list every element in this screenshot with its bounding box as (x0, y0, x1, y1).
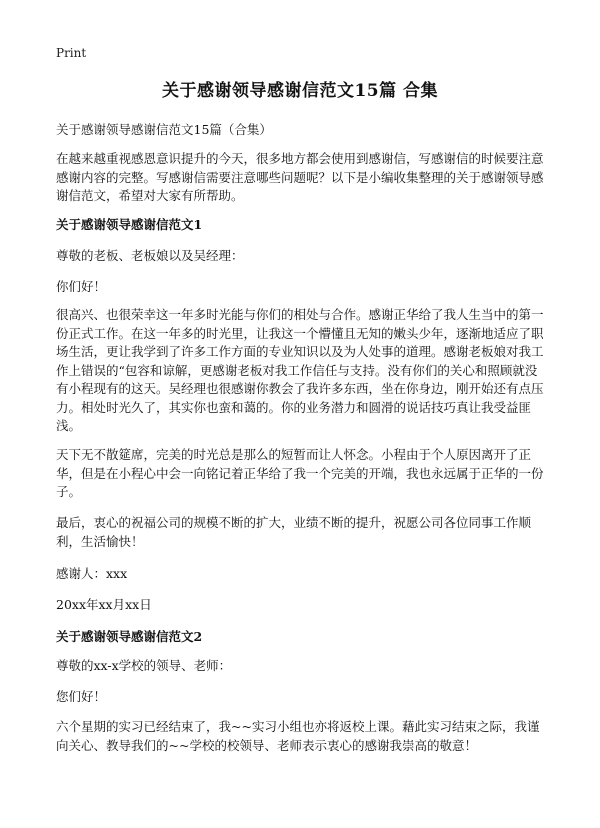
signature-1: 感谢人：xxx (56, 566, 128, 581)
intro-paragraph: 在越来越重视感恩意识提升的今天，很多地方都会使用到感谢信，写感谢信的时候要注意感谢内容的完整。写感谢信需要注意哪些问题呢？以下是小编收集整理的关于感谢领导感谢信范文，希望对大家有所帮助。 (56, 151, 544, 203)
body-paragraph-1: 很高兴、也很荣幸这一年多时光能与你们的相处与合作。感谢正华给了我人生当中的第一份正式工作。在这一年多的时光里，让我这一个懵懂且无知的嫩头少年，逐渐地适应了职场生活，更让我学到了许多工作方面的专业知识以及为人处事的道理。感谢老板娘对我工作上错误的“包容和谅解，更感谢老板对我工作信任与支持。没有你们的关心和照顾就没有小程现有的这天。吴经理也很感谢你教会了我许多东西，坐在你身边，刚开始还有点压力。相处时光久了，其实你也蛮和蔼的。你的业务潜力和圆滑的说话技巧真让我受益匪浅。 (56, 307, 544, 433)
print-link[interactable]: Print (56, 46, 87, 60)
section-heading-2: 关于感谢领导感谢信范文2 (56, 629, 203, 644)
date-1: 20xx年xx月xx日 (56, 597, 152, 612)
salutation-2: 尊敬的xx-x学校的领导、老师： (56, 658, 232, 673)
salutation-1: 尊敬的老板、老板娘以及吴经理： (56, 248, 244, 263)
greeting-2: 您们好！ (56, 689, 107, 704)
greeting-1: 你们好！ (56, 279, 107, 294)
document-subtitle: 关于感谢领导感谢信范文15篇（合集） (56, 122, 272, 137)
body-paragraph-3: 最后，衷心的祝福公司的规模不断的扩大，业绩不断的提升，祝愿公司各位同事工作顺利，生活愉快！ (56, 515, 532, 549)
body-paragraph-2: 天下无不散筵席，完美的时光总是那么的短暂而让人怀念。小程由于个人原因离开了正华，但是在小程心中会一向铭记着正华给了我一个完美的开端，我也永远属于正华的一份子。 (56, 447, 544, 499)
body-paragraph-4: 六个星期的实习已经结束了，我~~实习小组也亦将返校上课。藉此实习结束之际，我谨向关心、教导我们的~~学校的校领导、老师表示衷心的感谢我崇高的敬意！ (56, 719, 540, 753)
document-title: 关于感谢领导感谢信范文15篇 合集 (161, 81, 439, 101)
section-heading-1: 关于感谢领导感谢信范文1 (56, 217, 203, 232)
